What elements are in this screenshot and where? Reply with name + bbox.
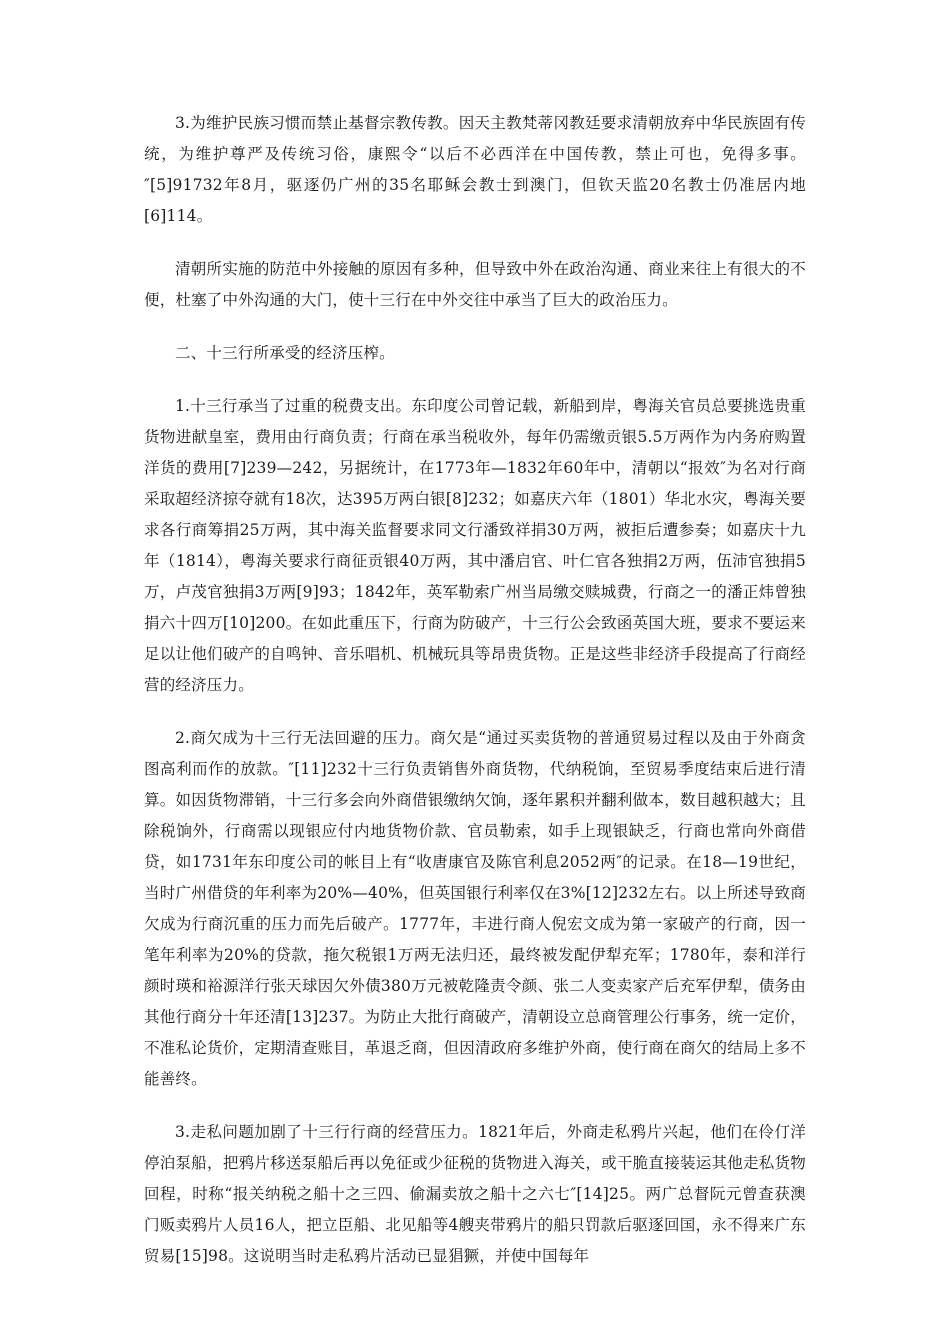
section-heading-economic: 二、十三行所承受的经济压榨。 [175, 344, 395, 362]
paragraph-tax-burden: 1.十三行承当了过重的税费支出。东印度公司曾记载，新船到岸，粤海关官员总要挑选贵重货物进献皇室，费用由行商负责；行商在承当税收外，每年仍需缴贡银5.5万两作为内务府购置洋货的费用[7]239—242，另据统计，在1773年—1832年60年中，清朝以“报效″为名对行商采取超经济掠夺就有18次，达395万两白银[8]232；如嘉庆六年（1801）华北水灾，粤海关要求各行商筹捐25万两，其中海关监督要求同文行潘致祥捐30万两，被拒后遭参奏；如嘉庆十九年（1814），粤海关要求行商征贡银40万两，其中潘启官、叶仁官各独捐2万两，伍沛官独捐5万，卢茂官独捐3万两[9]93；1842年，英军勒索广州当局缴交赎城费，行商之一的潘正炜曾独捐六十四万[10]200。在如此重压下，行商为防破产，十三行公会致函英国大班，要求不要运来足以让他们破产的自鸣钟、音乐唱机、机械玩具等昂贵货物。正是这些非经济手段提高了行商经营的经济压力。 [144, 397, 806, 694]
paragraph-missionary-ban: 3.为维护民族习惯而禁止基督宗教传教。因天主教梵蒂冈教廷要求清朝放弃中华民族固有传统，为维护尊严及传统习俗，康熙令“以后不必西洋在中国传教，禁止可也，免得多事。″[5]91732年8月，驱逐仍广州的35名耶稣会教士到澳门，但钦天监20名教士仍准居内地[6]114。 [144, 114, 806, 225]
document-page [144, 108, 806, 1294]
paragraph-political-pressure: 清朝所实施的防范中外接触的原因有多种，但导致中外在政治沟通、商业来往上有很大的不便，杜塞了中外沟通的大门，使十三行在中外交往中承当了巨大的政治压力。 [144, 260, 806, 309]
paragraph-smuggling: 3.走私问题加剧了十三行行商的经营压力。1821年后，外商走私鸦片兴起，他们在伶仃洋停泊泵船，把鸦片移送泵船后再以免征或少征税的货物进入海关，或干脆直接装运其他走私货物回程，时称“报关纳税之船十之三四、偷漏卖放之船十之六七″[14]25。两广总督阮元曾查获澳门贩卖鸦片人员16人，把立臣船、北见船等4艘夹带鸦片的船只罚款后驱逐回国，永不得来广东贸易[15]98。这说明当时走私鸦片活动已显猖獗，并使中国每年 [144, 1123, 806, 1265]
paragraph-merchant-debt: 2.商欠成为十三行无法回避的压力。商欠是“通过买卖货物的普通贸易过程以及由于外商贪图高利而作的放款。″[11]232十三行负责销售外商货物，代纳税饷，至贸易季度结束后进行清算。如因货物滞销，十三行多会向外商借银缴纳欠饷，逐年累积并翻利做本，数目越积越大；且除税饷外，行商需以现银应付内地货物价款、官员勒索，如手上现银缺乏，行商也常向外商借贷，如1731年东印度公司的帐目上有“收唐康官及陈官利息2052两″的记录。在18—19世纪，当时广州借贷的年利率为20%—40%，但英国银行利率仅在3%[12]232左右。以上所述导致商欠成为行商沉重的压力而先后破产。1777年，丰进行商人倪宏文成为第一家破产的行商，因一笔年利率为20%的贷款，拖欠税银1万两无法归还，最终被发配伊犁充军；1780年，泰和洋行颜时瑛和裕源洋行张天球因欠外债380万元被乾隆责令颜、张二人变卖家产后充军伊犁，债务由其他行商分十年还清[13]237。为防止大批行商破产，清朝设立总商管理公行事务，统一定价，不准私论货价，定期清查账目，革退乏商，但因清政府多维护外商，使行商在商欠的结局上多不能善终。 [144, 729, 806, 1088]
